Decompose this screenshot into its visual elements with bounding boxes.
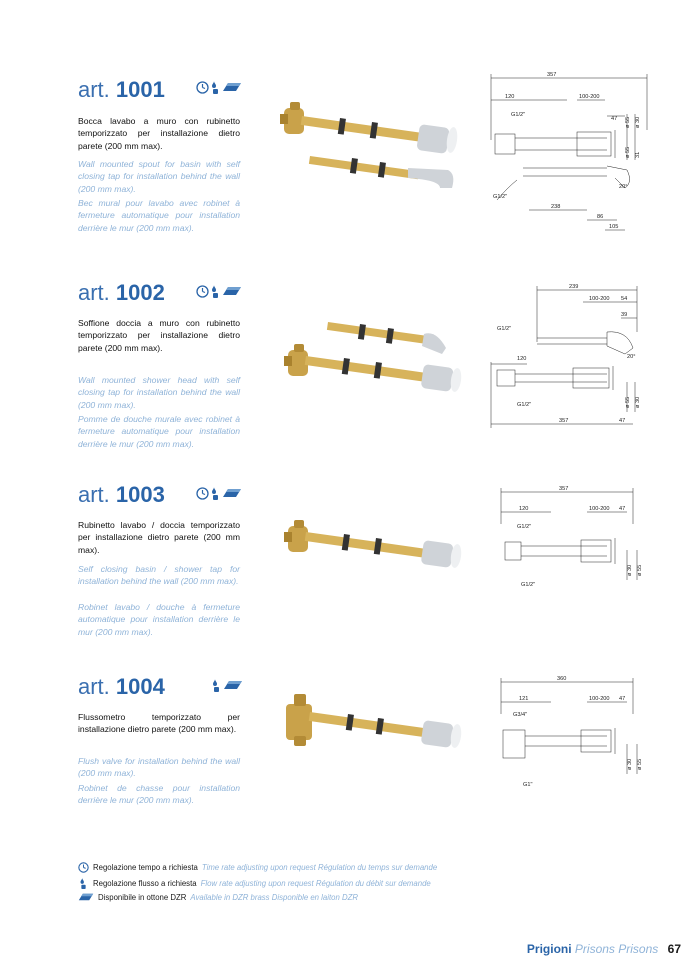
description-en: Self closing basin / shower tap for installation behind the wall (200 mm max). (78, 564, 240, 587)
dim-label: 20° (627, 354, 636, 360)
dim-label: 120 (517, 356, 527, 362)
dim-label: G1/2" (517, 524, 532, 530)
legend-label: Regolazione flusso a richiesta (93, 878, 197, 888)
dim-label: G1/2" (521, 582, 536, 588)
dim-label: 238 (551, 204, 561, 210)
description-fr: Bec mural pour lavabo avec robinet à fermeture automatique pour installation derrière le mur (200 mm max). (78, 198, 240, 233)
dim-label: 54 (621, 296, 628, 302)
dim-label: ø 55 (625, 396, 631, 408)
article-number: 1001 (115, 77, 165, 102)
dim-label: G3/4" (513, 712, 528, 718)
dim-label: 100-200 (589, 506, 610, 512)
description-en: Wall mounted spout for basin with self closing tap for installation behind the wall (200 mm max). (78, 159, 240, 194)
feature-icons (196, 486, 242, 500)
timer-icon (196, 285, 209, 298)
dim-label: 31 (635, 151, 641, 158)
description-en: Wall mounted shower head with self closing tap for installation behind the wall (200 mm max). (78, 375, 240, 410)
article-prefix: art. (78, 77, 110, 102)
description-fr: Robinet de chasse pour installation derrière le mur (200 mm max). (78, 783, 240, 806)
dzr-brass-icon (222, 81, 242, 93)
dim-label: 47 (619, 696, 626, 702)
article-title (78, 674, 165, 700)
flow-icon (78, 877, 89, 889)
dim-label: 105 (609, 224, 619, 230)
article-prefix: art. (78, 482, 110, 507)
legend-label: Regolazione tempo a richiesta (93, 863, 198, 872)
dim-label: 360 (557, 676, 567, 682)
technical-drawing (487, 70, 657, 240)
footer-subtitle: Prisons Prisons (574, 942, 659, 956)
dim-label: 100-200 (589, 296, 610, 302)
article-title (78, 482, 165, 508)
feature-icons (196, 80, 242, 94)
dim-label: ø 55 (637, 564, 643, 576)
dim-label: 121 (519, 696, 529, 702)
dim-label: G1/2" (517, 402, 532, 408)
technical-drawing (487, 282, 657, 432)
timer-icon (78, 862, 89, 873)
description-fr: Robinet lavabo / douche à fermeture automatique pour installation derrière le mur (200 mm max). (78, 602, 240, 637)
article-title (78, 77, 165, 103)
technical-drawing (487, 674, 657, 794)
description-en: Flush valve for installation behind the wall (200 mm max). (78, 756, 240, 779)
dim-label: 86 (597, 214, 604, 220)
timer-icon (196, 81, 209, 94)
dzr-brass-icon (223, 679, 243, 691)
dim-label: 120 (505, 94, 515, 100)
page-footer (527, 942, 681, 956)
legend-item-timer (78, 862, 437, 873)
dim-label: 357 (559, 486, 569, 492)
product-photo (284, 316, 464, 396)
dim-label: 39 (621, 312, 628, 318)
legend-translation: Available in DZR brass Disponible en laiton DZR (190, 892, 358, 902)
dim-label: G1/2" (511, 112, 526, 118)
dim-label: G1" (523, 782, 533, 788)
dzr-brass-icon (222, 487, 242, 499)
dim-label: 120 (519, 506, 529, 512)
flow-icon (212, 678, 221, 692)
dim-label: ø 55 (637, 758, 643, 770)
dim-label: ø 30 (627, 564, 633, 576)
dim-label: ø 30 (635, 396, 641, 408)
product-photo (284, 690, 464, 750)
product-photo (284, 520, 464, 580)
dim-label: 100-200 (589, 696, 610, 702)
feature-icons (212, 678, 243, 692)
footer-brand: Prigioni (526, 942, 572, 956)
description-fr: Pomme de douche murale avec robinet à fermeture automatique pour installation derrière le mur (200 mm max). (78, 414, 240, 449)
legend-label: Disponibile in ottone DZR (98, 892, 187, 902)
dim-label: G1/2" (493, 194, 508, 200)
description-it: Rubinetto lavabo / doccia temporizzato per installazione dietro parete (200 mm max). (78, 520, 240, 555)
description-it: Flussometro temporizzato per installazione dietro parete (200 mm max). (78, 712, 240, 735)
flow-icon (211, 284, 220, 298)
dim-label: 47 (611, 116, 618, 122)
legend-translation: Time rate adjusting upon request Régulation du temps sur demande (201, 863, 438, 872)
dim-label: 357 (559, 418, 569, 424)
article-number: 1004 (115, 674, 165, 699)
article-prefix: art. (78, 280, 110, 305)
legend-item-dzr (78, 892, 358, 902)
feature-icons (196, 284, 242, 298)
legend-item-flow (78, 877, 431, 889)
dzr-brass-icon (222, 285, 242, 297)
legend-translation: Flow rate adjusting upon request Régulation du débit sur demande (200, 878, 431, 888)
article-prefix: art. (78, 674, 110, 699)
description-it: Soffione doccia a muro con rubinetto temporizzato per installazione dietro parete (200 mm max). (78, 318, 240, 353)
dim-label: ø 30 (635, 116, 641, 128)
page-number: 67 (667, 942, 681, 956)
dim-label: G1/2" (497, 326, 512, 332)
article-number: 1002 (115, 280, 165, 305)
technical-drawing (487, 484, 657, 594)
dim-label: 47 (619, 506, 626, 512)
timer-icon (196, 487, 209, 500)
article-number: 1003 (115, 482, 165, 507)
dim-label: ø 55 (625, 146, 631, 158)
product-photo (280, 98, 460, 198)
dim-label: 100-200 (579, 94, 600, 100)
dim-label: ø 55 (625, 116, 631, 128)
dzr-brass-icon (78, 892, 94, 902)
dim-label: 239 (569, 284, 579, 290)
dim-label: 20° (619, 184, 628, 190)
article-title (78, 280, 165, 306)
description-it: Bocca lavabo a muro con rubinetto temporizzato per installazione dietro parete (200 mm max). (78, 116, 240, 151)
dim-label: ø 30 (627, 758, 633, 770)
flow-icon (211, 486, 220, 500)
dim-label: 47 (619, 418, 626, 424)
flow-icon (211, 80, 220, 94)
dim-label: 357 (547, 72, 557, 78)
